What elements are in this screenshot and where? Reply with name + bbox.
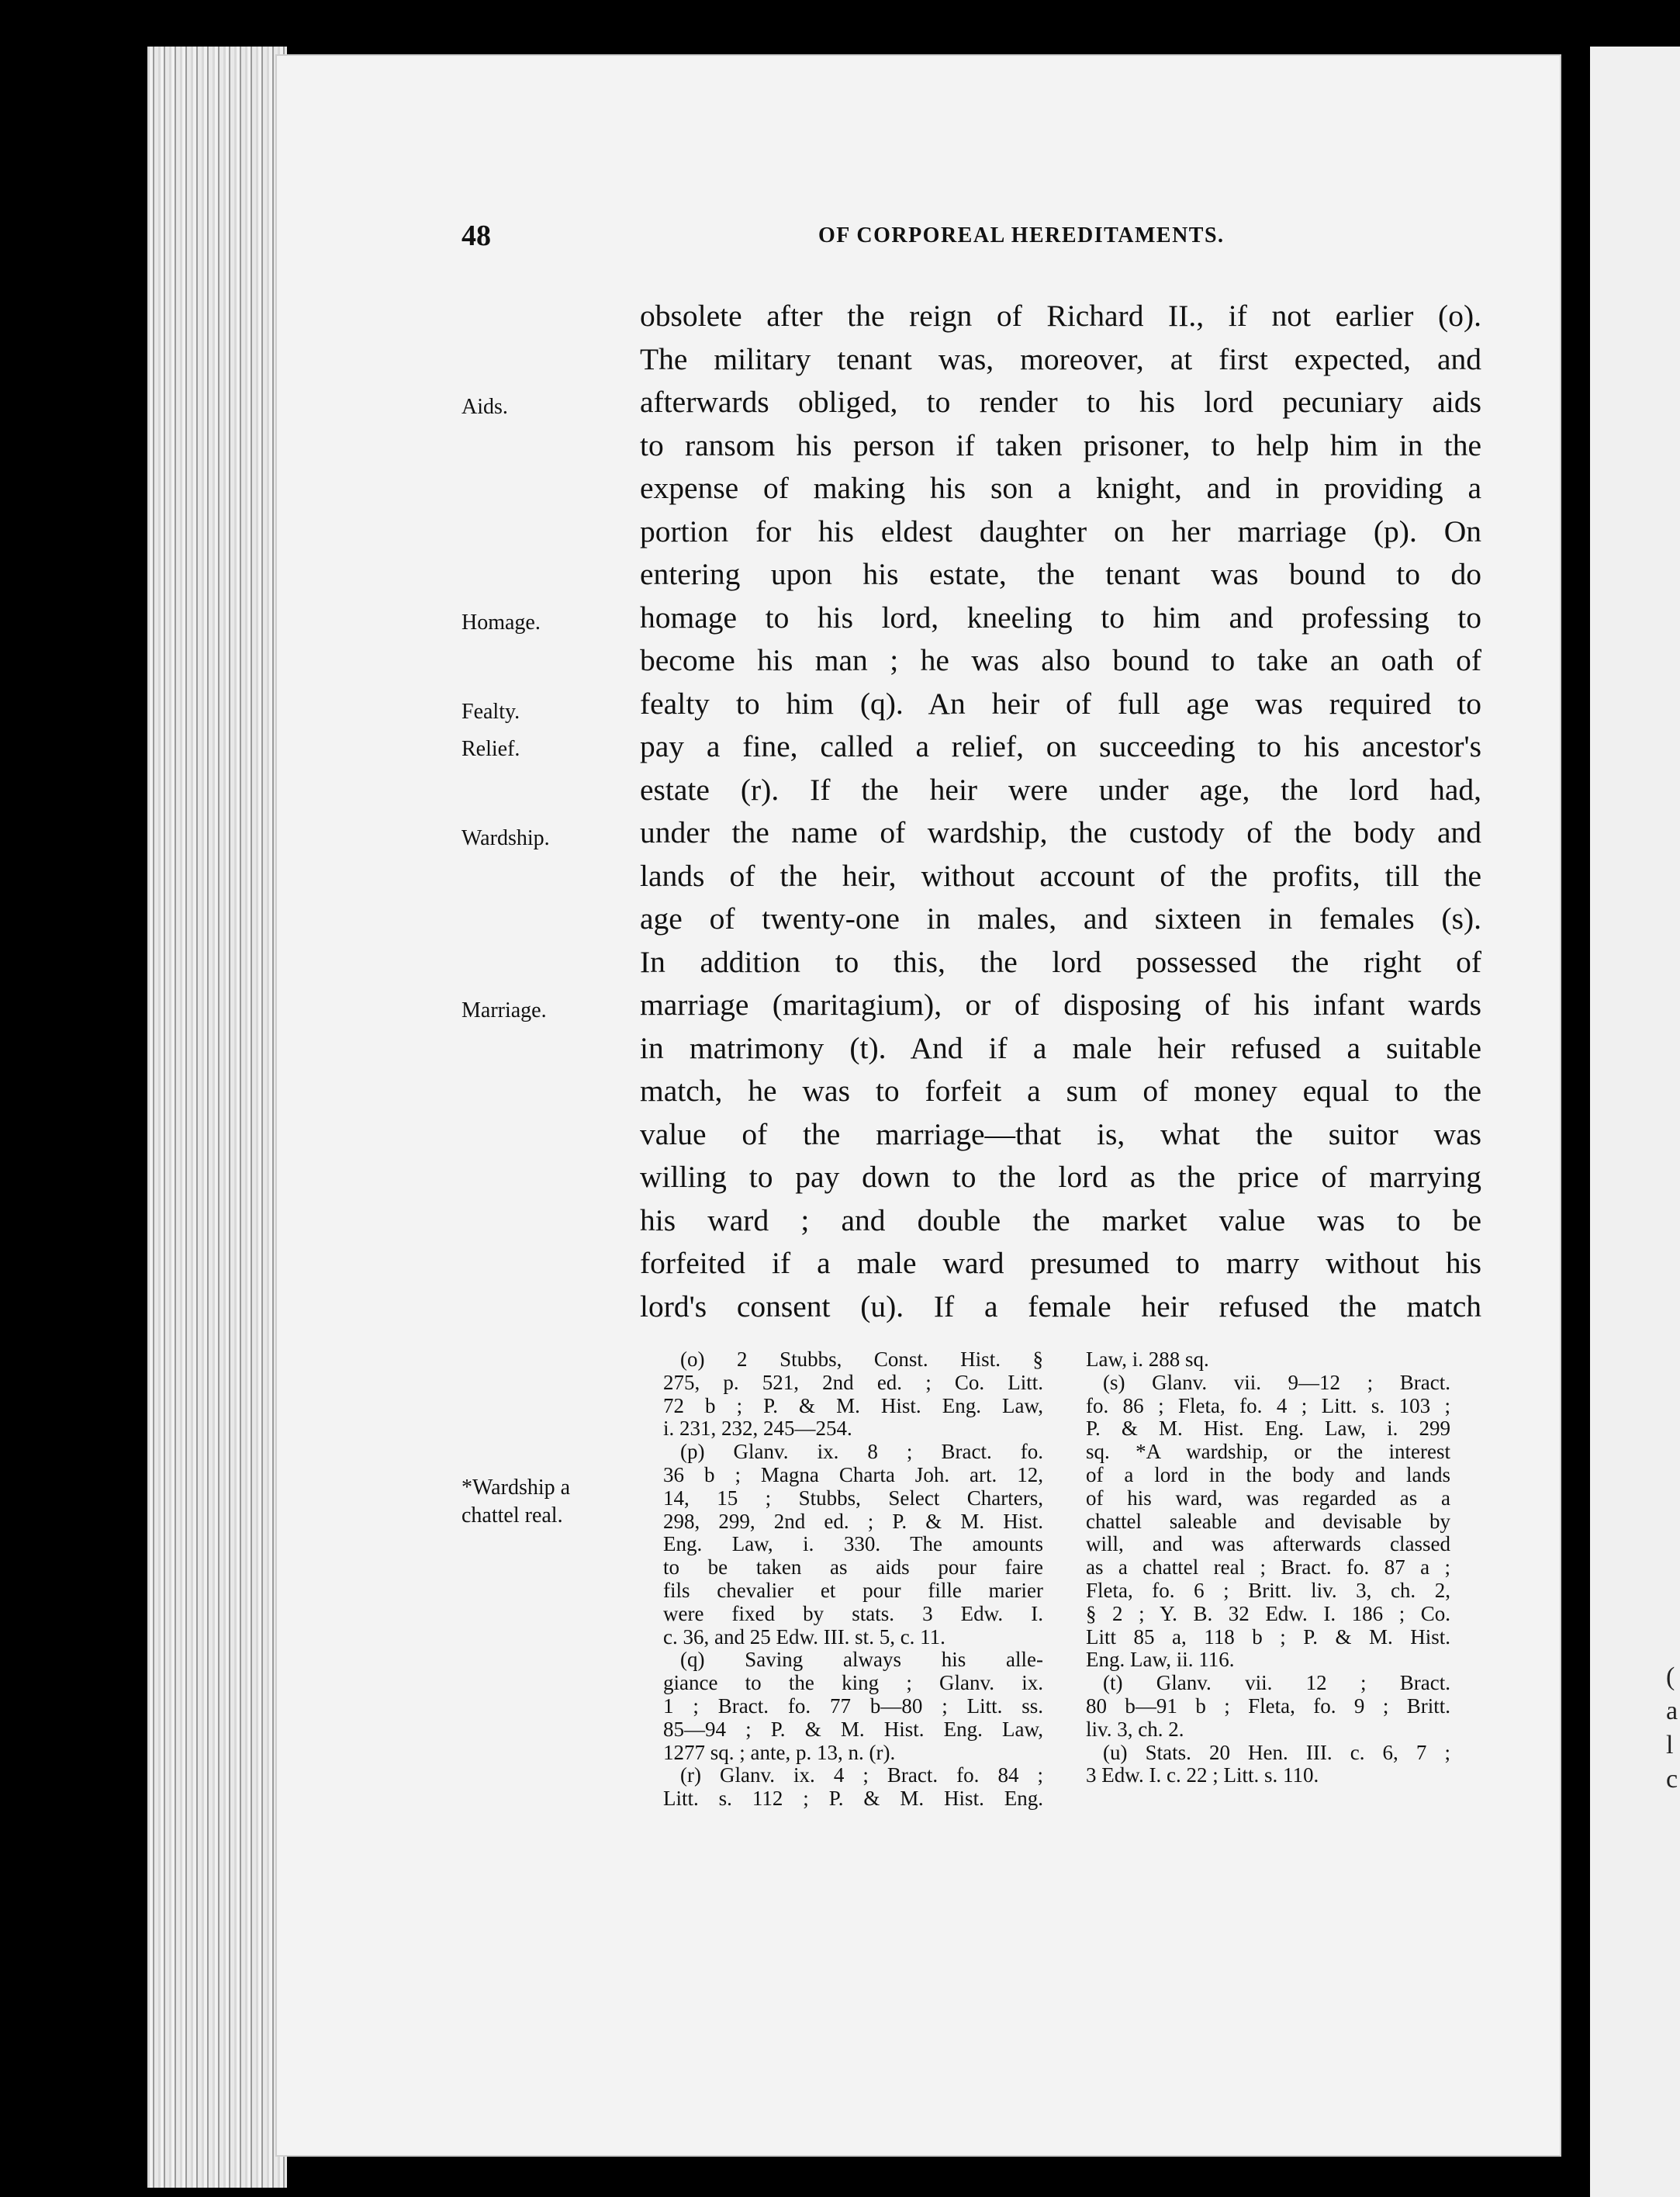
footnote-line: 72 b ; P. & M. Hist. Eng. Law,: [663, 1393, 1043, 1417]
page-number: 48: [461, 220, 491, 252]
text-line: age of twenty-one in males, and sixteen in females (s).: [640, 901, 1481, 936]
footnotes-left-column: [663, 1348, 1043, 1811]
footnote-line: Litt. s. 112 ; P. & M. Hist. Eng.: [663, 1787, 1043, 1811]
footnote-line: chattel saleable and devisable by: [1086, 1509, 1450, 1533]
footnote-line: 1277 sq. ; ante, p. 13, n. (r).: [663, 1740, 896, 1764]
footnote-line: Litt 85 a, 118 b ; P. & M. Hist.: [1086, 1624, 1450, 1649]
facing-page-glyph: l: [1666, 1731, 1674, 1759]
text-line: afterwards obliged, to render to his lord pecuniary aids: [640, 385, 1481, 419]
text-line: his ward ; and double the market value was to be: [640, 1202, 1481, 1237]
footnote-line: giance to the king ; Glanv. ix.: [663, 1671, 1043, 1695]
text-line: fealty to him (q). An heir of full age was required to: [640, 686, 1481, 721]
text-line: to ransom his person if taken prisoner, to help him in the: [640, 427, 1481, 462]
marginal-note-aids: Aids.: [461, 395, 508, 419]
running-title: OF CORPOREAL HEREDITAMENTS.: [818, 223, 1225, 247]
footnote-line: (t) Glanv. vii. 12 ; Bract.: [1103, 1671, 1450, 1695]
text-line: expense of making his son a knight, and in providing a: [640, 471, 1481, 505]
text-line: marriage (maritagium), or of disposing of his infant wards: [640, 988, 1481, 1022]
footnote-line: sq. *A wardship, or the interest: [1086, 1440, 1450, 1464]
marginal-note-fealty: Fealty.: [461, 700, 520, 724]
facing-page-glyph: c: [1666, 1765, 1678, 1794]
text-line: homage to his lord, kneeling to him and professing to: [640, 600, 1481, 635]
footnote-line: 14, 15 ; Stubbs, Select Charters,: [663, 1486, 1043, 1510]
text-line: lands of the heir, without account of the profits, till the: [640, 858, 1481, 893]
text-line: entering upon his estate, the tenant was bound to do: [640, 557, 1481, 591]
main-text: [640, 295, 1481, 1328]
marginal-note-marriage: Marriage.: [461, 998, 547, 1022]
footnotes-right-column: [1086, 1348, 1450, 1787]
text-line: The military tenant was, moreover, at first expected, and: [640, 341, 1481, 376]
footnote-line: c. 36, and 25 Edw. III. st. 5, c. 11.: [663, 1624, 945, 1649]
text-line: obsolete after the reign of Richard II., if not earlier (o).: [640, 299, 1481, 333]
footnote-line: (p) Glanv. ix. 8 ; Bract. fo.: [680, 1440, 1043, 1464]
footnote-line: § 2 ; Y. B. 32 Edw. I. 186 ; Co.: [1086, 1601, 1450, 1625]
footnote-line: 3 Edw. I. c. 22 ; Litt. s. 110.: [1086, 1763, 1319, 1787]
footnote-line: Fleta, fo. 6 ; Britt. liv. 3, ch. 2,: [1086, 1578, 1450, 1602]
text-line: In addition to this, the lord possessed the right of: [640, 944, 1481, 979]
text-line: pay a fine, called a relief, on succeeding to his ancestor's: [640, 729, 1481, 763]
footnote-line: will, and was afterwards classed: [1086, 1532, 1450, 1556]
text-line: match, he was to forfeit a sum of money equal to the: [640, 1074, 1481, 1108]
footnote-line: 298, 299, 2nd ed. ; P. & M. Hist.: [663, 1509, 1043, 1533]
facing-page-margin: [1590, 47, 1680, 2197]
text-line: lord's consent (u). If a female heir refused the match: [640, 1289, 1481, 1323]
book-page-edges: [147, 47, 287, 2188]
footnote-line: of his ward, was regarded as a: [1086, 1486, 1450, 1510]
text-line: value of the marriage—that is, what the suitor was: [640, 1116, 1481, 1151]
footnote-line: (u) Stats. 20 Hen. III. c. 6, 7 ;: [1103, 1740, 1450, 1764]
footnote-line: fo. 86 ; Fleta, fo. 4 ; Litt. s. 103 ;: [1086, 1393, 1450, 1417]
marginal-note-wardship-chattel-2: chattel real.: [461, 1503, 563, 1528]
footnote-line: to be taken as aids pour faire: [663, 1555, 1043, 1579]
footnote-line: Eng. Law, ii. 116.: [1086, 1648, 1235, 1672]
marginal-notes: [461, 295, 617, 1614]
footnote-line: 36 b ; Magna Charta Joh. art. 12,: [663, 1462, 1043, 1486]
footnote-line: (q) Saving always his alle-: [680, 1648, 1043, 1672]
footnote-line: P. & M. Hist. Eng. Law, i. 299: [1086, 1417, 1450, 1441]
text-line: estate (r). If the heir were under age, the lord had,: [640, 772, 1481, 807]
footnote-line: were fixed by stats. 3 Edw. I.: [663, 1601, 1043, 1625]
text-line: under the name of wardship, the custody of the body and: [640, 815, 1481, 849]
facing-page-glyph: a: [1666, 1697, 1678, 1725]
footnote-line: (r) Glanv. ix. 4 ; Bract. fo. 84 ;: [680, 1763, 1043, 1787]
text-line: become his man ; he was also bound to take an oath of: [640, 643, 1481, 677]
footnote-line: 80 b—91 b ; Fleta, fo. 9 ; Britt.: [1086, 1694, 1450, 1718]
footnote-line: fils chevalier et pour fille marier: [663, 1578, 1043, 1602]
footnote-line: 275, p. 521, 2nd ed. ; Co. Litt.: [663, 1370, 1043, 1394]
marginal-note-wardship: Wardship.: [461, 826, 550, 850]
page-header: [461, 219, 1299, 265]
facing-page-fragments: [1666, 1660, 1678, 1797]
marginal-note-wardship-chattel-1: *Wardship a: [461, 1476, 571, 1500]
text-line: willing to pay down to the lord as the price of marrying: [640, 1160, 1481, 1194]
footnote-line: i. 231, 232, 245—254.: [663, 1417, 852, 1441]
marginal-note-relief: Relief.: [461, 737, 520, 761]
footnote-line: (o) 2 Stubbs, Const. Hist. §: [680, 1348, 1043, 1371]
footnote-line: 85—94 ; P. & M. Hist. Eng. Law,: [663, 1717, 1043, 1741]
footnote-line: as a chattel real ; Bract. fo. 87 a ;: [1086, 1555, 1450, 1579]
text-line: portion for his eldest daughter on her marriage (p). On: [640, 514, 1481, 548]
marginal-note-homage: Homage.: [461, 611, 541, 635]
footnote-line: Eng. Law, i. 330. The amounts: [663, 1532, 1043, 1556]
footnote-line: (s) Glanv. vii. 9—12 ; Bract.: [1103, 1370, 1450, 1394]
footnote-line: 1 ; Bract. fo. 77 b—80 ; Litt. ss.: [663, 1694, 1043, 1718]
footnote-line: of a lord in the body and lands: [1086, 1462, 1450, 1486]
text-line: forfeited if a male ward presumed to marry without his: [640, 1246, 1481, 1280]
footnote-line: liv. 3, ch. 2.: [1086, 1717, 1184, 1741]
text-line: in matrimony (t). And if a male heir refused a suitable: [640, 1030, 1481, 1065]
footnote-line: Law, i. 288 sq.: [1086, 1348, 1209, 1371]
facing-page-glyph: (: [1666, 1662, 1675, 1691]
